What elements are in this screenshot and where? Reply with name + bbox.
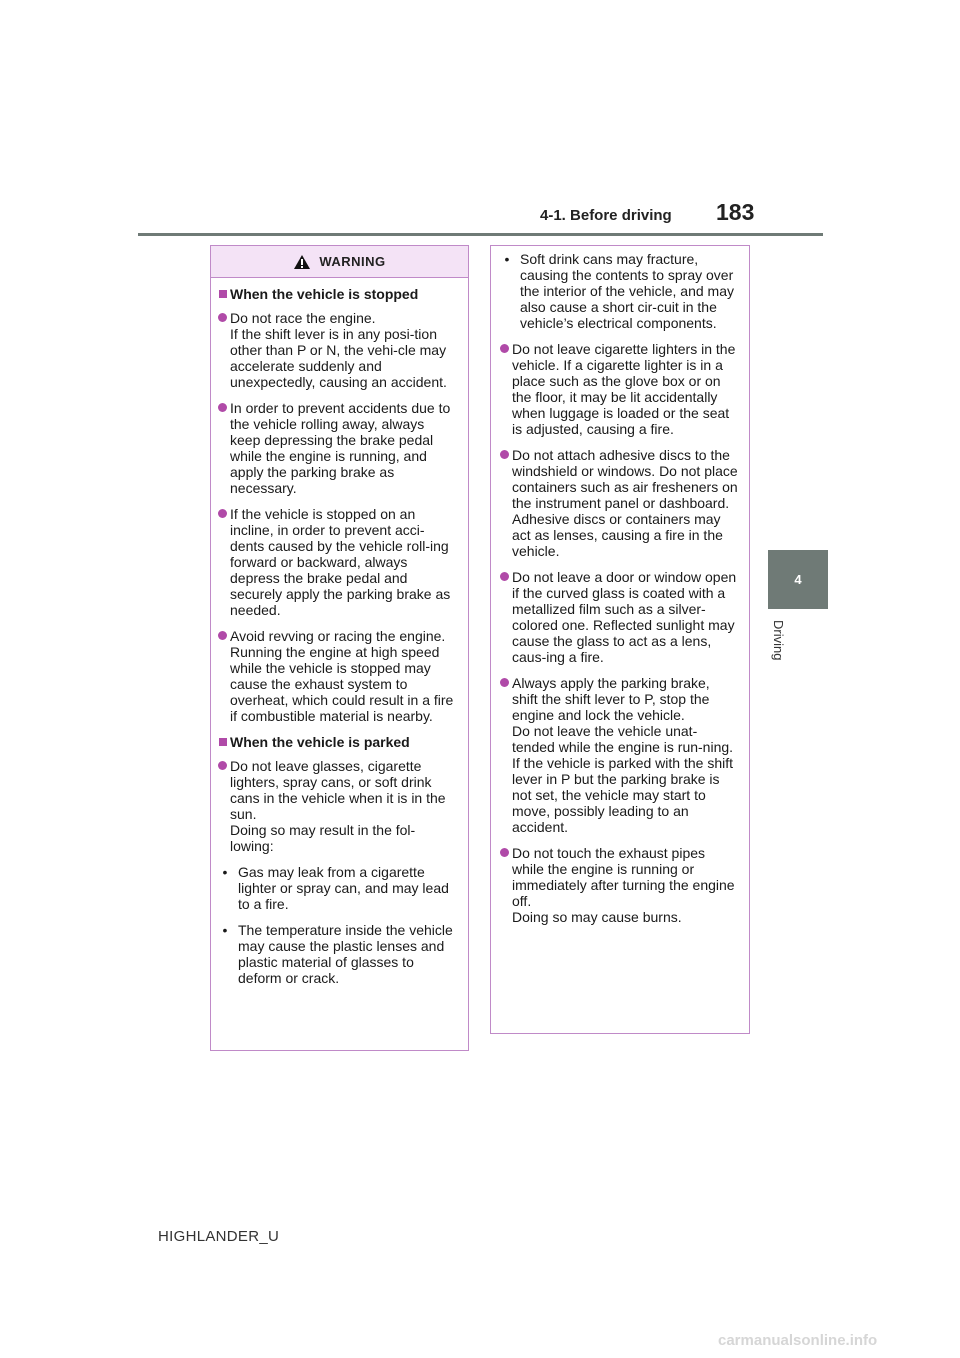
bullet-dot-icon: •: [504, 251, 510, 267]
subheading-stopped: When the vehicle is stopped: [217, 286, 458, 302]
warning-box-left: [210, 245, 469, 1051]
circle-bullet-icon: [500, 848, 509, 857]
circle-bullet-icon: [218, 403, 227, 412]
warning-box-right: [490, 245, 750, 1034]
list-item: Do not leave cigarette lighters in the vehicle. If a cigarette lighter is in a place such as the glove box or on the floor, it may be lit accidentally when luggage is loaded or the seat is adjusted, causing a fire.: [499, 341, 739, 437]
circle-bullet-icon: [218, 631, 227, 640]
circle-bullet-icon: [218, 313, 227, 322]
footer-model: HIGHLANDER_U: [158, 1228, 280, 1245]
circle-bullet-icon: [500, 678, 509, 687]
bullet-dot-icon: •: [222, 864, 228, 880]
list-item: If the vehicle is stopped on an incline, in order to prevent acci-dents caused by the vehicle roll-ing forward or backward, always depress the brake pedal and securely apply the parking brake as needed.: [217, 506, 458, 618]
list-item: Do not attach adhesive discs to the windshield or windows. Do not place containers such as air fresheners on the instrument panel or dashboard. Adhesive discs or containers may act as lenses, causing a fire in the vehicle.: [499, 447, 739, 559]
circle-bullet-icon: [500, 572, 509, 581]
chapter-tab: [768, 550, 828, 609]
circle-bullet-icon: [218, 761, 227, 770]
list-item: Do not race the engine. If the shift lever is in any posi-tion other than P or N, the vehi-cle may accelerate suddenly and unexpectedly, causing an accident.: [217, 310, 458, 390]
list-item: Do not leave a door or window open if the curved glass is coated with a metallized film such as a silver-colored one. Reflected sunlight may cause the glass to act as a lens, caus-ing a fire.: [499, 569, 739, 665]
chapter-number: 4: [794, 572, 802, 587]
circle-bullet-icon: [500, 450, 509, 459]
warning-triangle-icon: [293, 254, 311, 270]
subheading-parked: When the vehicle is parked: [217, 734, 458, 750]
circle-bullet-icon: [218, 509, 227, 518]
watermark: carmanualsonline.info: [718, 1332, 878, 1349]
bullet-dot-icon: •: [222, 922, 228, 938]
sub-bullet-item: • Gas may leak from a cigarette lighter or spray can, and may lead to a fire.: [217, 864, 458, 912]
square-bullet-icon: [219, 738, 227, 746]
list-item: Do not touch the exhaust pipes while the engine is running or immediately after turning the engine off. Doing so may cause burns.: [499, 845, 739, 925]
warning-label: WARNING: [319, 254, 386, 269]
list-item: Do not leave glasses, cigarette lighters, spray cans, or soft drink cans in the vehicle when it is in the sun. Doing so may result in the fol-lowing:: [217, 758, 458, 854]
section-title: 4-1. Before driving: [540, 207, 672, 224]
list-item: Always apply the parking brake, shift the shift lever to P, stop the engine and lock the vehicle. Do not leave the vehicle unat-tended while the engine is run-ning. If the vehicle is parked with the shift lever in P but the parking brake is not set, the vehicle may start to move, possibly leading to an accident.: [499, 675, 739, 835]
chapter-label: Driving: [771, 620, 786, 661]
list-item: In order to prevent accidents due to the vehicle rolling away, always keep depressing the brake pedal while the engine is running, and apply the parking brake as necessary.: [217, 400, 458, 496]
header-rule: [138, 233, 823, 236]
circle-bullet-icon: [500, 344, 509, 353]
sub-bullet-item: • The temperature inside the vehicle may cause the plastic lenses and plastic material of glasses to deform or crack.: [217, 922, 458, 986]
sub-bullet-item: • Soft drink cans may fracture, causing the contents to spray over the interior of the vehicle, and may also cause a short cir-cuit in the vehicle’s electrical components.: [499, 251, 739, 331]
warning-header: [211, 246, 468, 278]
square-bullet-icon: [219, 290, 227, 298]
list-item: Avoid revving or racing the engine. Running the engine at high speed while the vehicle is stopped may cause the exhaust system to overheat, which could result in a fire if combustible material is nearby.: [217, 628, 458, 724]
page-number: 183: [716, 199, 755, 225]
